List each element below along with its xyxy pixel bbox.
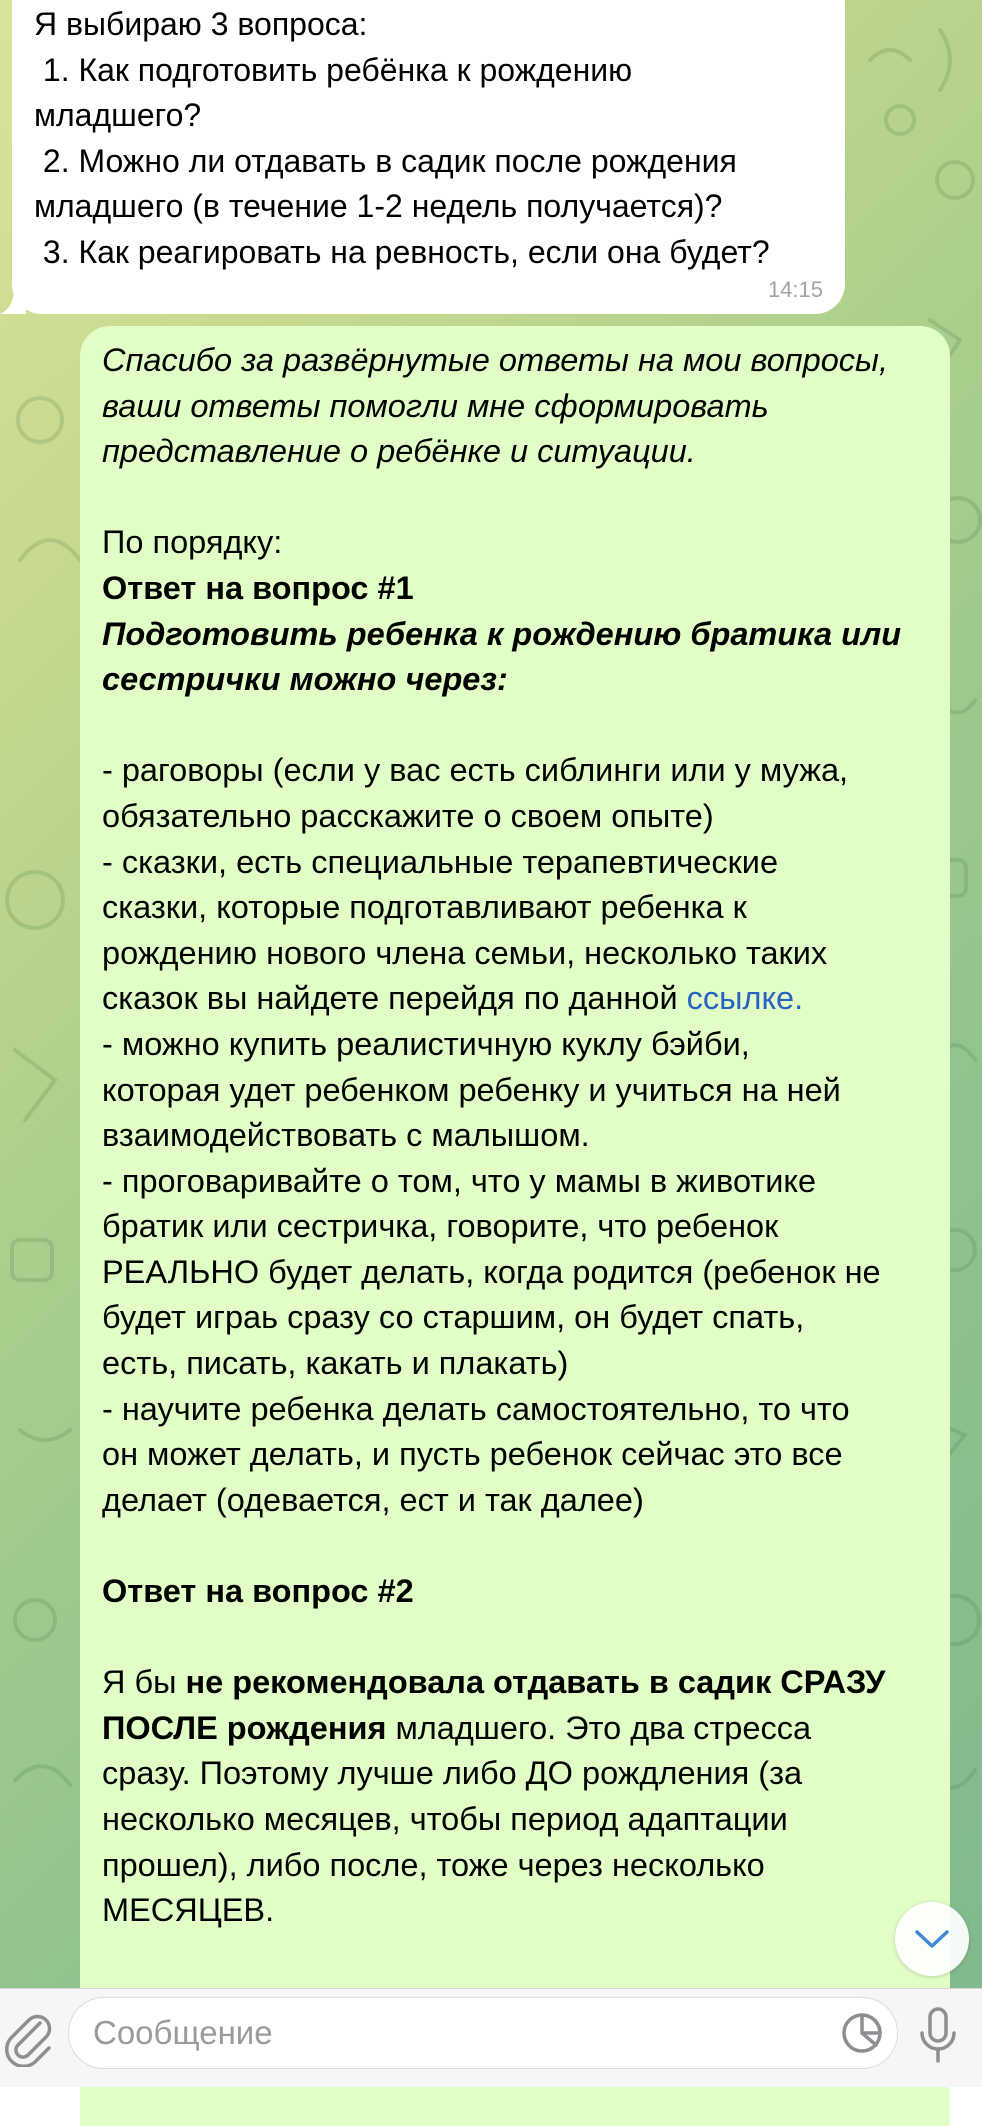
message-line: 2. Можно ли отдавать в садик после рождения <box>34 142 737 179</box>
message-line: братик или сестричка, говорите, что ребенок <box>102 1208 779 1245</box>
message-line: - можно купить реалистичную куклу бэйби, <box>102 1025 750 1062</box>
microphone-icon[interactable] <box>918 2005 958 2065</box>
answer-subheading: Подготовить ребенка к рождению братика или <box>102 615 902 652</box>
message-line: которая удет ребенком ребенку и учиться на ней <box>102 1071 841 1108</box>
bubble-tail-icon <box>0 288 26 314</box>
message-line: ваши ответы помогли мне сформировать <box>102 387 769 424</box>
message-input[interactable] <box>68 1997 898 2069</box>
message-text: младшего. Это два стресса <box>386 1709 812 1746</box>
message-text: сказок вы найдете перейдя по данной <box>102 980 687 1017</box>
message-line: будет играь сразу со старшим, он будет спать, <box>102 1299 805 1336</box>
outgoing-message-bubble[interactable] <box>80 326 950 2126</box>
message-line: - научите ребенка делать самостоятельно, то что <box>102 1390 850 1427</box>
message-line: Спасибо за развёрнутые ответы на мои вопросы, <box>102 342 888 378</box>
message-line: - сказки, есть специальные терапевтические <box>102 843 779 880</box>
blank-line <box>102 703 930 749</box>
blank-line <box>102 1523 930 1569</box>
message-composer <box>0 1988 982 2087</box>
message-line <box>102 1706 930 1752</box>
message-line: 3. Как реагировать на ревность, если она будет? <box>34 233 770 270</box>
message-line: - проговаривайте о том, что у мамы в животике <box>102 1162 817 1199</box>
chevron-down-icon <box>914 1927 950 1951</box>
message-line: он может делать, и пусть ребенок сейчас это все <box>102 1436 843 1473</box>
answer-heading: Ответ на вопрос #1 <box>102 569 414 606</box>
answer-subheading: сестрички можно через: <box>102 661 508 698</box>
message-line: несколько месяцев, чтобы период адаптации <box>102 1801 788 1837</box>
fairy-tales-link[interactable]: ссылке. <box>686 980 804 1017</box>
message-line: Я выбираю 3 вопроса: <box>34 6 368 42</box>
message-text: Я бы <box>102 1664 186 1701</box>
message-line: сказки, которые подготавливают ребенка к <box>102 889 747 926</box>
message-line: обязательно расскажите о своем опыте) <box>102 797 714 834</box>
message-line: младшего (в течение 1-2 недель получается)? <box>34 188 723 224</box>
message-line: прошел), либо после, тоже через несколько <box>102 1846 765 1883</box>
message-line: РЕАЛЬНО будет делать, когда родится (ребенок не <box>102 1253 881 1290</box>
message-line: представление о ребёнке и ситуации. <box>102 433 696 470</box>
scroll-to-bottom-button[interactable] <box>895 1902 969 1976</box>
message-line: младшего? <box>34 97 202 133</box>
sticker-icon[interactable] <box>840 2011 884 2055</box>
answer-heading: Ответ на вопрос #2 <box>102 1573 414 1610</box>
paperclip-icon[interactable] <box>2 2009 54 2067</box>
incoming-message-bubble[interactable] <box>12 0 845 314</box>
message-line: есть, писать, какать и плакать) <box>102 1345 569 1382</box>
message-timestamp: 14:15 <box>767 277 823 302</box>
message-line: делает (одевается, ест и так далее) <box>102 1481 644 1518</box>
emphasis-text: не рекомендовала отдавать в садик СРАЗУ <box>185 1664 886 1701</box>
message-line: сразу. Поэтому лучше либо ДО рождления (за <box>102 1755 803 1792</box>
message-line: По порядку: <box>102 524 283 561</box>
blank-line <box>102 1615 930 1661</box>
message-line <box>102 1660 930 1706</box>
message-line: рождению нового члена семьи, несколько таких <box>102 934 828 971</box>
message-line: - раговоры (если у вас есть сиблинги или у мужа, <box>102 752 849 789</box>
message-line-with-link <box>102 976 930 1022</box>
blank-line <box>102 475 930 521</box>
message-line: 1. Как подготовить ребёнка к рождению <box>34 51 633 88</box>
message-line: МЕСЯЦЕВ. <box>102 1892 275 1929</box>
message-line: взаимодействовать с малышом. <box>102 1117 590 1154</box>
emphasis-text: ПОСЛЕ рождения <box>102 1709 387 1746</box>
